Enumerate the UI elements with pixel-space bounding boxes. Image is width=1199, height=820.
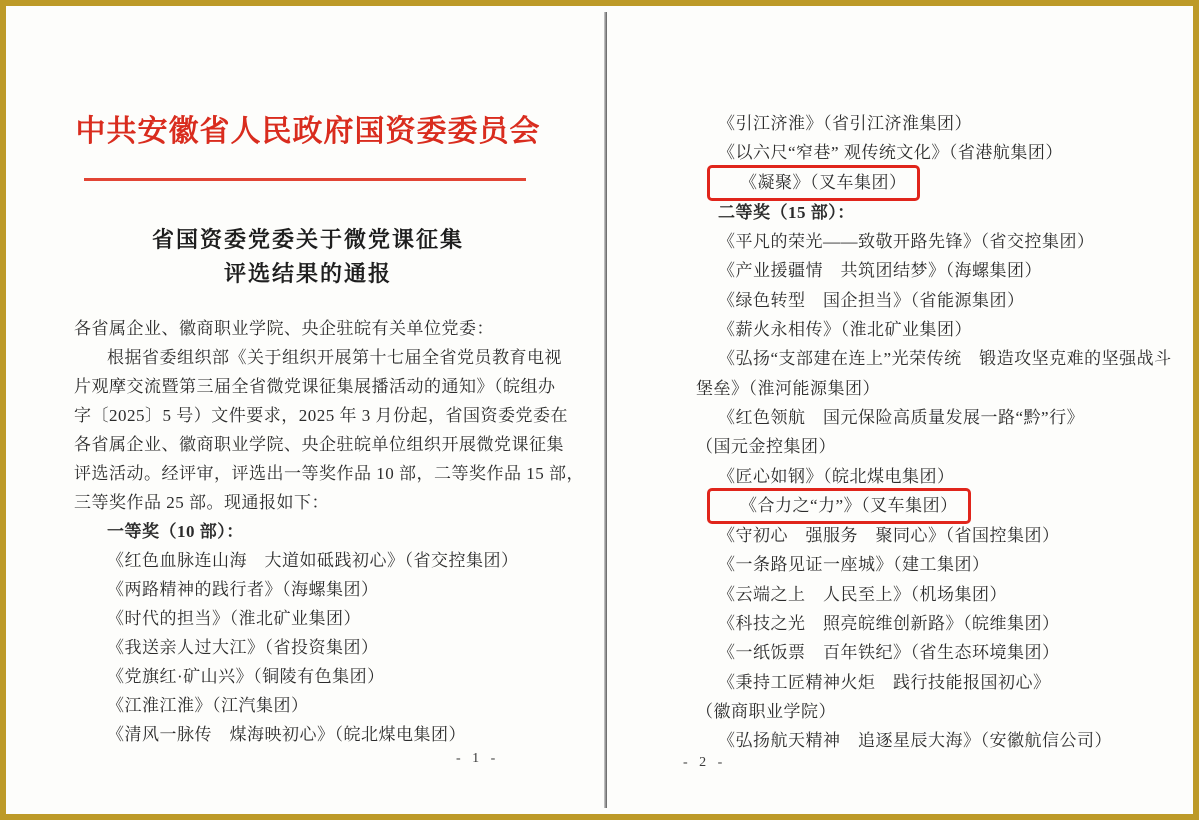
document-line: 《科技之光 照亮皖维创新路》（皖维集团）: [718, 614, 1060, 634]
document-line: （国元金控集团）: [696, 437, 836, 457]
document-line: 《守初心 强服务 聚同心》（省国控集团）: [718, 526, 1060, 546]
document-title: [12, 223, 604, 291]
document-line: 《匠心如钢》（皖北煤电集团）: [718, 466, 955, 486]
document-line: [696, 168, 1172, 198]
document-line: 《红色领航 国元保险高质量发展一路“黔”行》: [718, 407, 1085, 427]
document-page-1: [12, 12, 604, 808]
document-line: （徽商职业学院）: [696, 701, 836, 721]
document-line: 《江淮江淮》（江汽集团）: [107, 696, 309, 715]
page-1-body: [74, 314, 584, 749]
document-line: 《秉持工匠精神火炬 践行技能报国初心》: [718, 672, 1051, 692]
document-line: 《一条路见证一座城》（建工集团）: [718, 555, 990, 575]
document-line: 片观摩交流暨第三届全省微党课征集展播活动的通知》（皖组办: [74, 377, 556, 396]
document-line: 各省属企业、徽商职业学院、央企驻皖单位组织开展微党课征集: [74, 435, 564, 454]
highlight-box: 《凝聚》（叉车集团）: [707, 165, 920, 201]
document-line: 《弘扬航天精神 追逐星辰大海》（安徽航信公司）: [718, 731, 1112, 751]
document-line: 二等奖（15 部）：: [718, 202, 855, 222]
document-line: 《清风一脉传 煤海映初心》（皖北煤电集团）: [107, 725, 466, 744]
document-line: 根据省委组织部《关于组织开展第十七届全省党员教育电视: [107, 348, 562, 367]
document-line: 一等奖（10 部）：: [107, 522, 244, 541]
document-line: [696, 491, 1172, 521]
page-number-2: - 2 -: [683, 755, 727, 770]
document-line: 堡垒》（淮河能源集团）: [696, 378, 880, 398]
letterhead-rule: [84, 178, 526, 181]
document-line: 各省属企业、徽商职业学院、央企驻皖有关单位党委：: [74, 319, 494, 338]
document-line: 《一纸饭票 百年铁纪》（省生态环境集团）: [718, 643, 1060, 663]
document-line: 《绿色转型 国企担当》（省能源集团）: [718, 290, 1025, 310]
document-line: 《两路精神的践行者》（海螺集团）: [107, 580, 379, 599]
document-title-line-1: 省国资委党委关于微党课征集: [151, 227, 464, 252]
page-number-1: - 1 -: [456, 751, 500, 766]
document-page-2: [607, 12, 1187, 808]
document-line: 《薪火永相传》（淮北矿业集团）: [718, 320, 972, 340]
document-line: 字〔2025〕5 号）文件要求，2025 年 3 月份起，省国资委党委在: [74, 406, 568, 425]
document-line: 《产业援疆情 共筑团结梦》（海螺集团）: [718, 261, 1042, 281]
document-line: 《弘扬“支部建在连上”光荣传统 锻造攻坚克难的坚强战斗: [718, 349, 1172, 369]
document-line: 《平凡的荣光——致敬开路先锋》（省交控集团）: [718, 232, 1095, 252]
document-line: 三等奖作品 25 部。现通报如下：: [74, 493, 329, 512]
document-line: 《引江济淮》（省引江济淮集团）: [718, 114, 972, 133]
page-divider: [604, 12, 607, 808]
document-line: 评选活动。经评审，评选出一等奖作品 10 部，二等奖作品 15 部，: [74, 464, 584, 483]
document-line: 《时代的担当》（淮北矿业集团）: [107, 609, 361, 628]
document-title-line-2: 评选结果的通报: [223, 261, 392, 286]
document-line: 《以六尺“窄巷” 观传统文化》（省港航集团）: [718, 143, 1063, 163]
document-line: 《云端之上 人民至上》（机场集团）: [718, 584, 1007, 604]
document-line: 《我送亲人过大江》（省投资集团）: [107, 638, 379, 657]
page-2-body: [696, 109, 1172, 756]
document-line: 《红色血脉连山海 大道如砥践初心》（省交控集团）: [107, 551, 519, 570]
document-line: 《党旗红·矿山兴》（铜陵有色集团）: [107, 667, 385, 686]
letterhead-title: 中共安徽省人民政府国资委委员会: [75, 115, 541, 148]
highlight-box: 《合力之“力”》（叉车集团）: [707, 488, 971, 524]
